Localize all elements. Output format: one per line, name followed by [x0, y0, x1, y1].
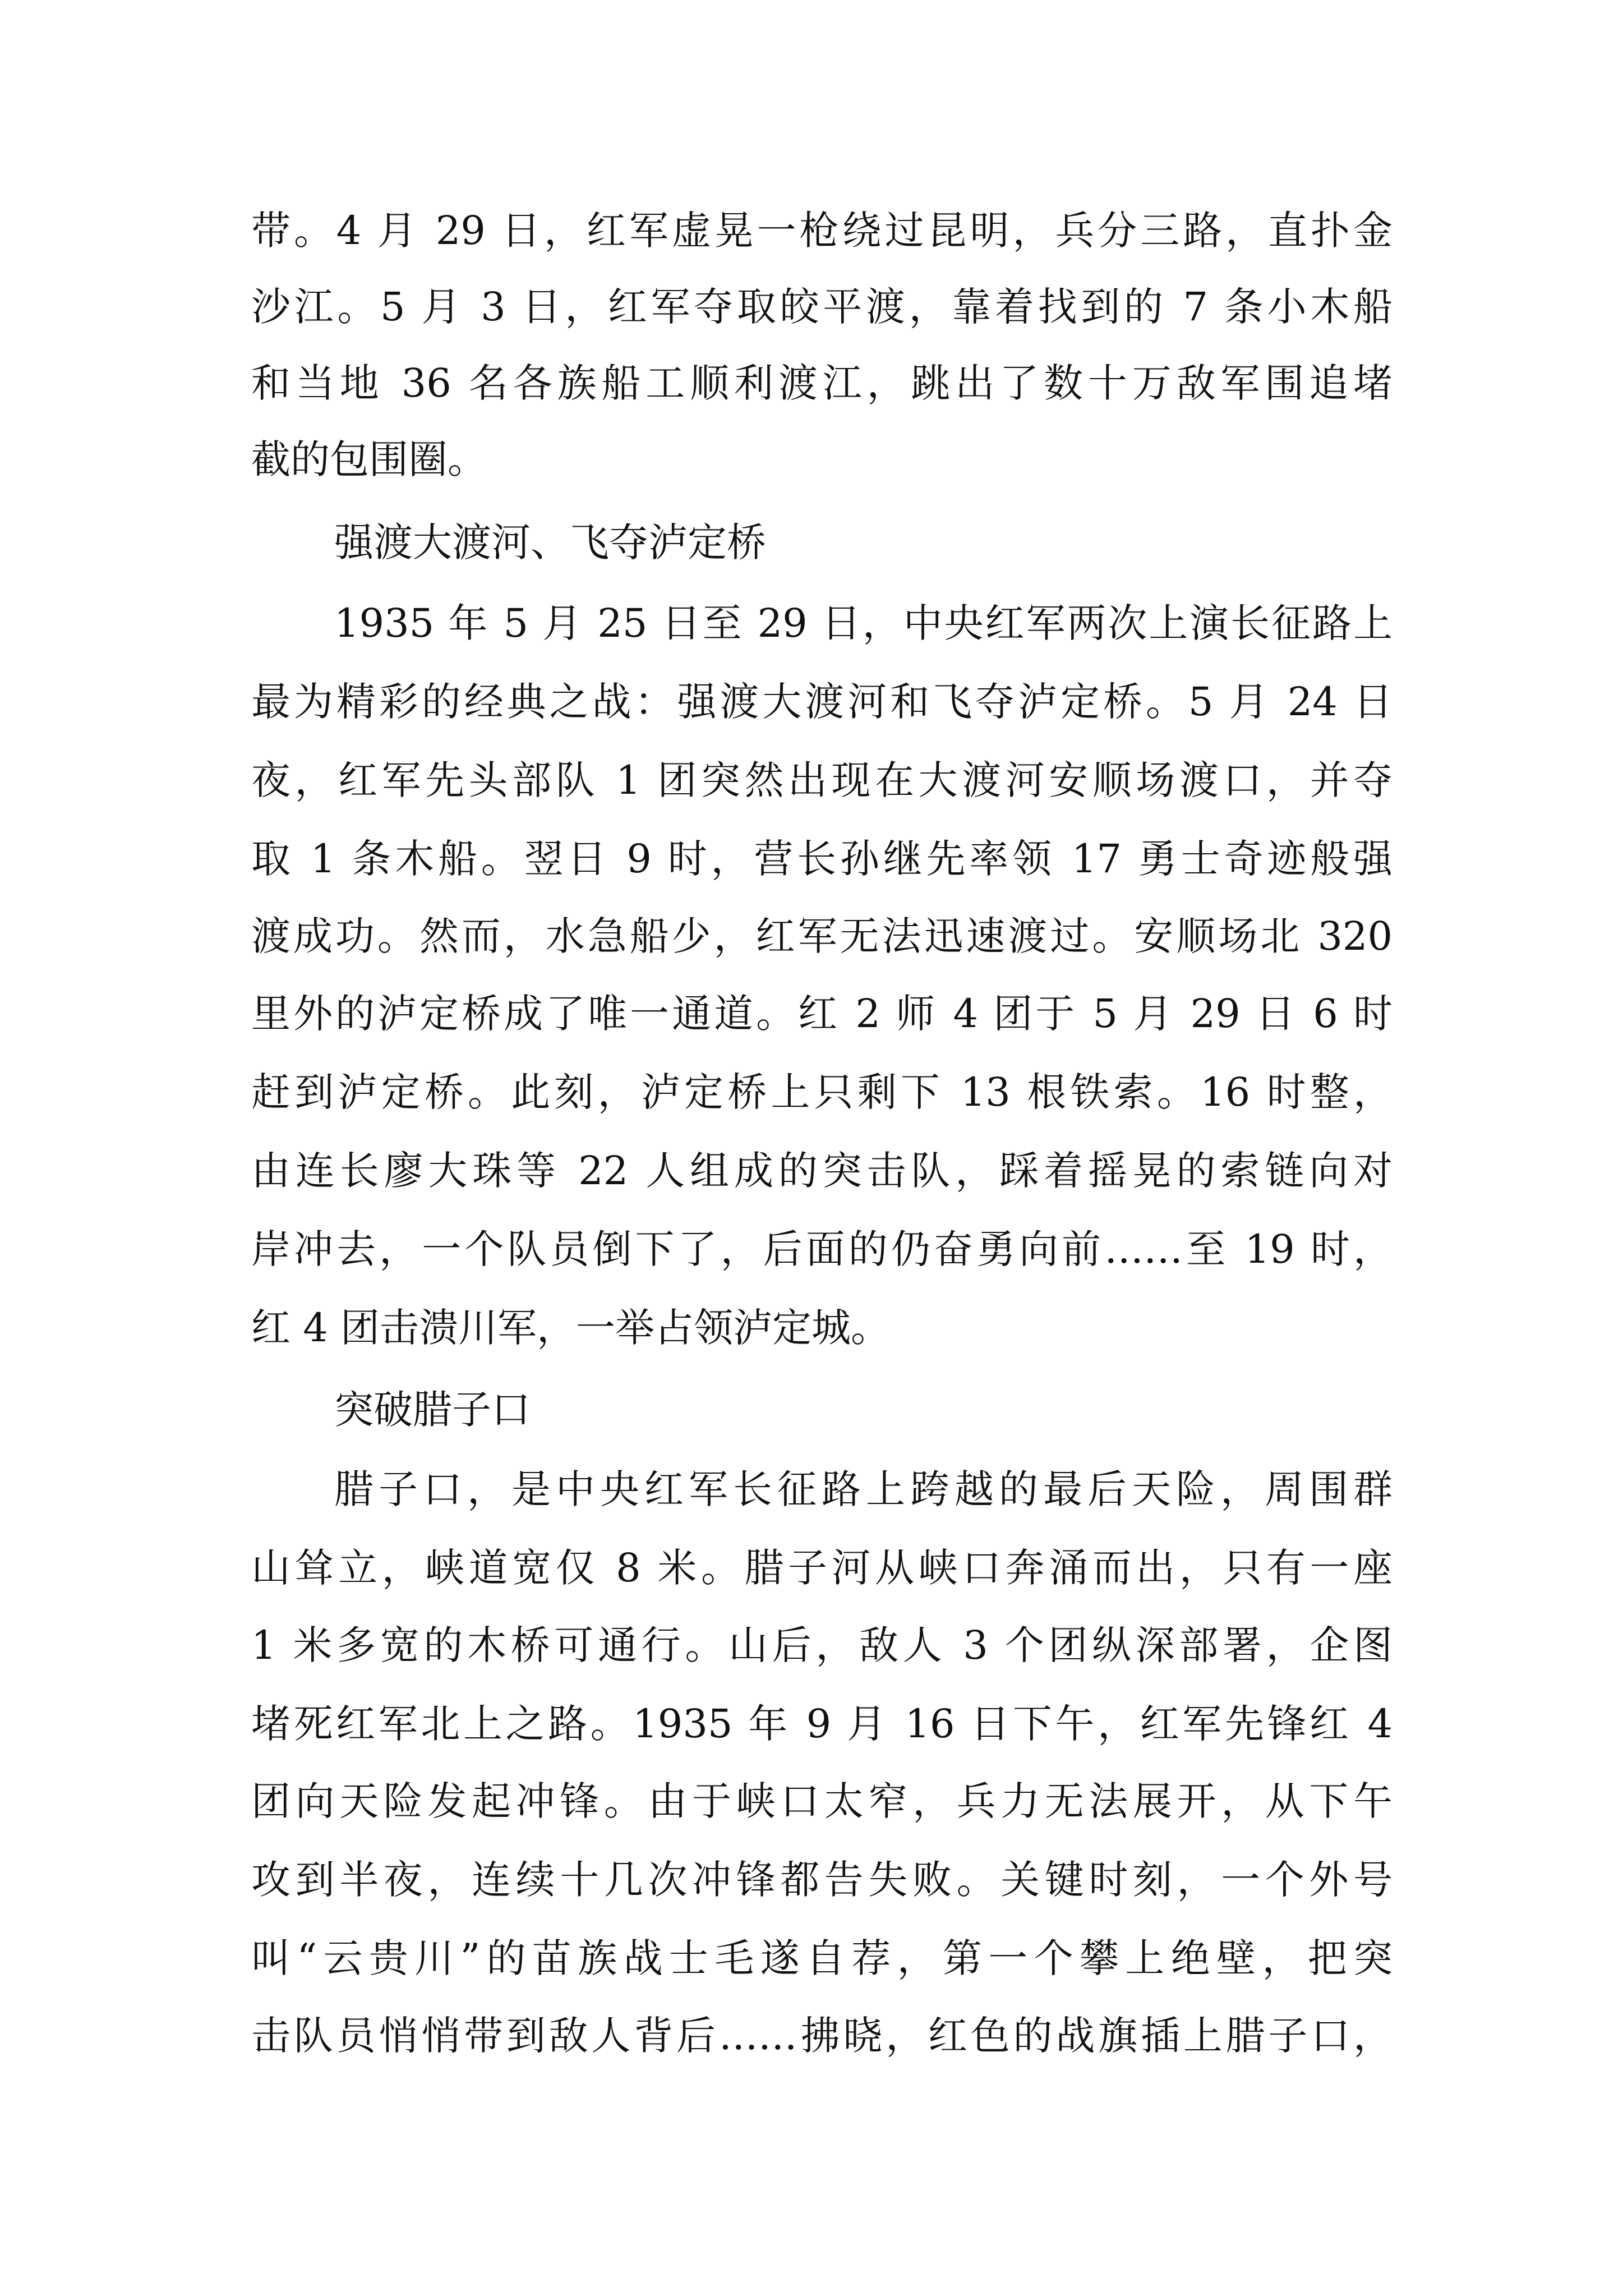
text-line-19: 1 米多宽的木桥可通行。山后，敌人 3 个团纵深部署，企图 — [251, 1622, 1393, 1668]
text-line-4: 截的包围圈。 — [251, 436, 487, 482]
text-line-13: 由连长廖大珠等 22 人组成的突击队，踩着摇晃的索链向对 — [251, 1148, 1393, 1194]
text-line-22: 攻到半夜，连续十几次冲锋都告失败。关键时刻，一个外号 — [251, 1857, 1393, 1903]
text-line-8: 夜，红军先头部队 1 团突然出现在大渡河安顺场渡口，并夺 — [251, 757, 1393, 803]
text-line-20: 堵死红军北上之路。1935 年 9 月 16 日下午，红军先锋红 4 — [251, 1701, 1393, 1747]
text-line-15: 红 4 团击溃川军，一举占领泸定城。 — [251, 1305, 891, 1351]
text-line-18: 山耸立，峡道宽仅 8 米。腊子河从峡口奔涌而出，只有一座 — [251, 1545, 1393, 1591]
text-line-10: 渡成功。然而，水急船少，红军无法迅速渡过。安顺场北 320 — [251, 913, 1393, 959]
text-line-23: 叫“云贵川”的苗族战士毛遂自荐，第一个攀上绝壁，把突 — [251, 1935, 1393, 1981]
section-heading-dadu-river: 强渡大渡河、飞夺泸定桥 — [334, 519, 766, 565]
section-heading-lazikou: 突破腊子口 — [334, 1387, 531, 1433]
text-line-12: 赶到泸定桥。此刻，泸定桥上只剩下 13 根铁索。16 时整， — [251, 1069, 1393, 1115]
text-line-6: 1935 年 5 月 25 日至 29 日，中央红军两次上演长征路上 — [334, 600, 1393, 646]
text-line-1: 带。4 月 29 日，红军虚晃一枪绕过昆明，兵分三路，直扑金 — [251, 208, 1393, 254]
text-line-24: 击队员悄悄带到敌人背后……拂晓，红色的战旗插上腊子口， — [251, 2013, 1393, 2059]
text-line-9: 取 1 条木船。翌日 9 时，营长孙继先率领 17 勇士奇迹般强 — [251, 836, 1393, 882]
text-line-14: 岸冲去，一个队员倒下了，后面的仍奋勇向前……至 19 时， — [251, 1226, 1393, 1272]
text-line-7: 最为精彩的经典之战：强渡大渡河和飞夺泸定桥。5 月 24 日 — [251, 679, 1393, 725]
text-line-11: 里外的泸定桥成了唯一通道。红 2 师 4 团于 5 月 29 日 6 时 — [251, 991, 1393, 1037]
text-line-3: 和当地 36 名各族船工顺利渡江，跳出了数十万敌军围追堵 — [251, 360, 1393, 406]
text-line-2: 沙江。5 月 3 日，红军夺取皎平渡，靠着找到的 7 条小木船 — [251, 284, 1393, 330]
text-line-21: 团向天险发起冲锋。由于峡口太窄，兵力无法展开，从下午 — [251, 1778, 1393, 1824]
text-line-17: 腊子口，是中央红军长征路上跨越的最后天险，周围群 — [334, 1466, 1393, 1512]
